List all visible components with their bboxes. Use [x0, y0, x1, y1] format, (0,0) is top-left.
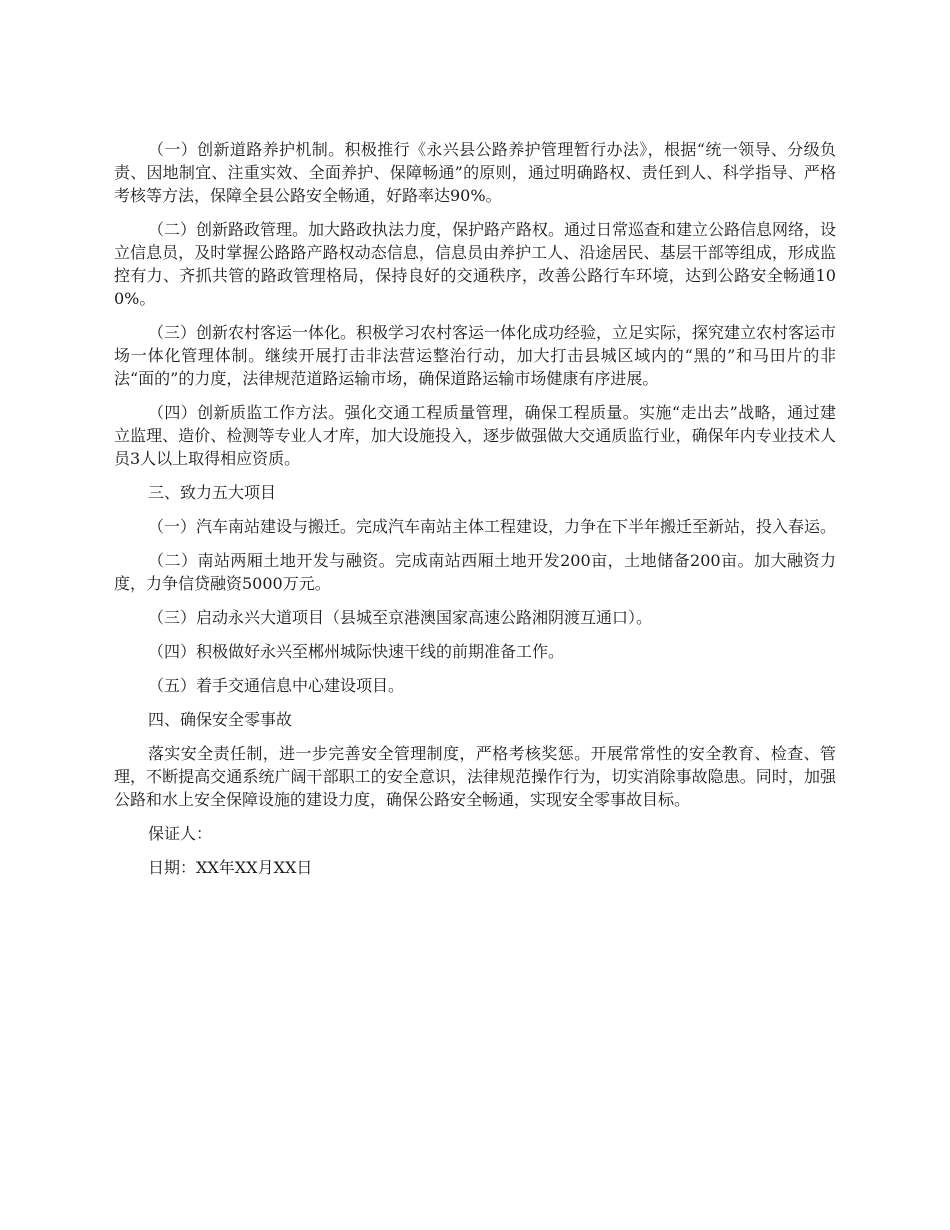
paragraph-project-express-trunk: （四）积极做好永兴至郴州城际快速干线的前期准备工作。: [148, 642, 565, 661]
paragraph-safety-responsibility: 落实安全责任制，进一步完善安全管理制度，严格考核奖惩。开展常常性的安全教育、检查、管理，不断提高交通系统广阔干部职工的安全意识，法律规范操作行为，切实消除事故隐患。同时，加强公路和水上安全保障设施的建设力度，确保公路安全畅通，实现安全零事故目标。: [114, 744, 836, 809]
paragraph-project-yongxing-avenue: （三）启动永兴大道项目（县城至京港澳国家高速公路湘阴渡互通口）。: [148, 608, 653, 627]
paragraph-road-administration: （二）创新路政管理。加大路政执法力度，保护路产路权。通过日常巡查和建立公路信息网络，设立信息员，及时掌握公路路产路权动态信息，信息员由养护工人、沿途居民、基层干部等组成，形成监控有力、齐抓共管的路政管理格局，保持良好的交通秩序，改善公路行车环境，达到公路安全畅通100%。: [114, 220, 837, 308]
paragraph-road-maintenance: （一）创新道路养护机制。积极推行《永兴县公路养护管理暂行办法》，根据“统一领导、分级负责、因地制宜、注重实效、全面养护、保障畅通”的原则，通过明确路权、责任到人、科学指导、严格考核等方法，保障全县公路安全畅通，好路率达90%。: [114, 140, 836, 205]
paragraph-rural-passenger-transport: （三）创新农村客运一体化。积极学习农村客运一体化成功经验，立足实际，探究建立农村客运市场一体化管理体制。继续开展打击非法营运整治行动，加大打击县城区域内的“黑的”和马田片的非法“面的”的力度，法律规范道路运输市场，确保道路运输市场健康有序进展。: [114, 323, 837, 388]
guarantor-line: 保证人：: [148, 824, 213, 843]
section-heading-five-projects: 三、致力五大项目: [148, 483, 277, 502]
paragraph-project-south-station: （一）汽车南站建设与搬迁。完成汽车南站主体工程建设，力争在下半年搬迁至新站，投入春运。: [148, 517, 837, 536]
paragraph-project-info-center: （五）着手交通信息中心建设项目。: [148, 676, 405, 695]
document-body: [114, 138, 836, 890]
section-heading-zero-accidents: 四、确保安全零事故: [148, 710, 293, 729]
date-line: 日期：XX年XX月XX日: [148, 858, 313, 877]
paragraph-project-land-development: （二）南站两厢土地开发与融资。完成南站西厢土地开发200亩，土地储备200亩。加大融资力度，力争信贷融资5000万元。: [114, 551, 836, 593]
paragraph-quality-supervision: （四）创新质监工作方法。强化交通工程质量管理，确保工程质量。实施“走出去”战略，通过建立监理、造价、检测等专业人才库，加大设施投入，逐步做强做大交通质监行业，确保年内专业技术人员3人以上取得相应资质。: [114, 403, 836, 468]
